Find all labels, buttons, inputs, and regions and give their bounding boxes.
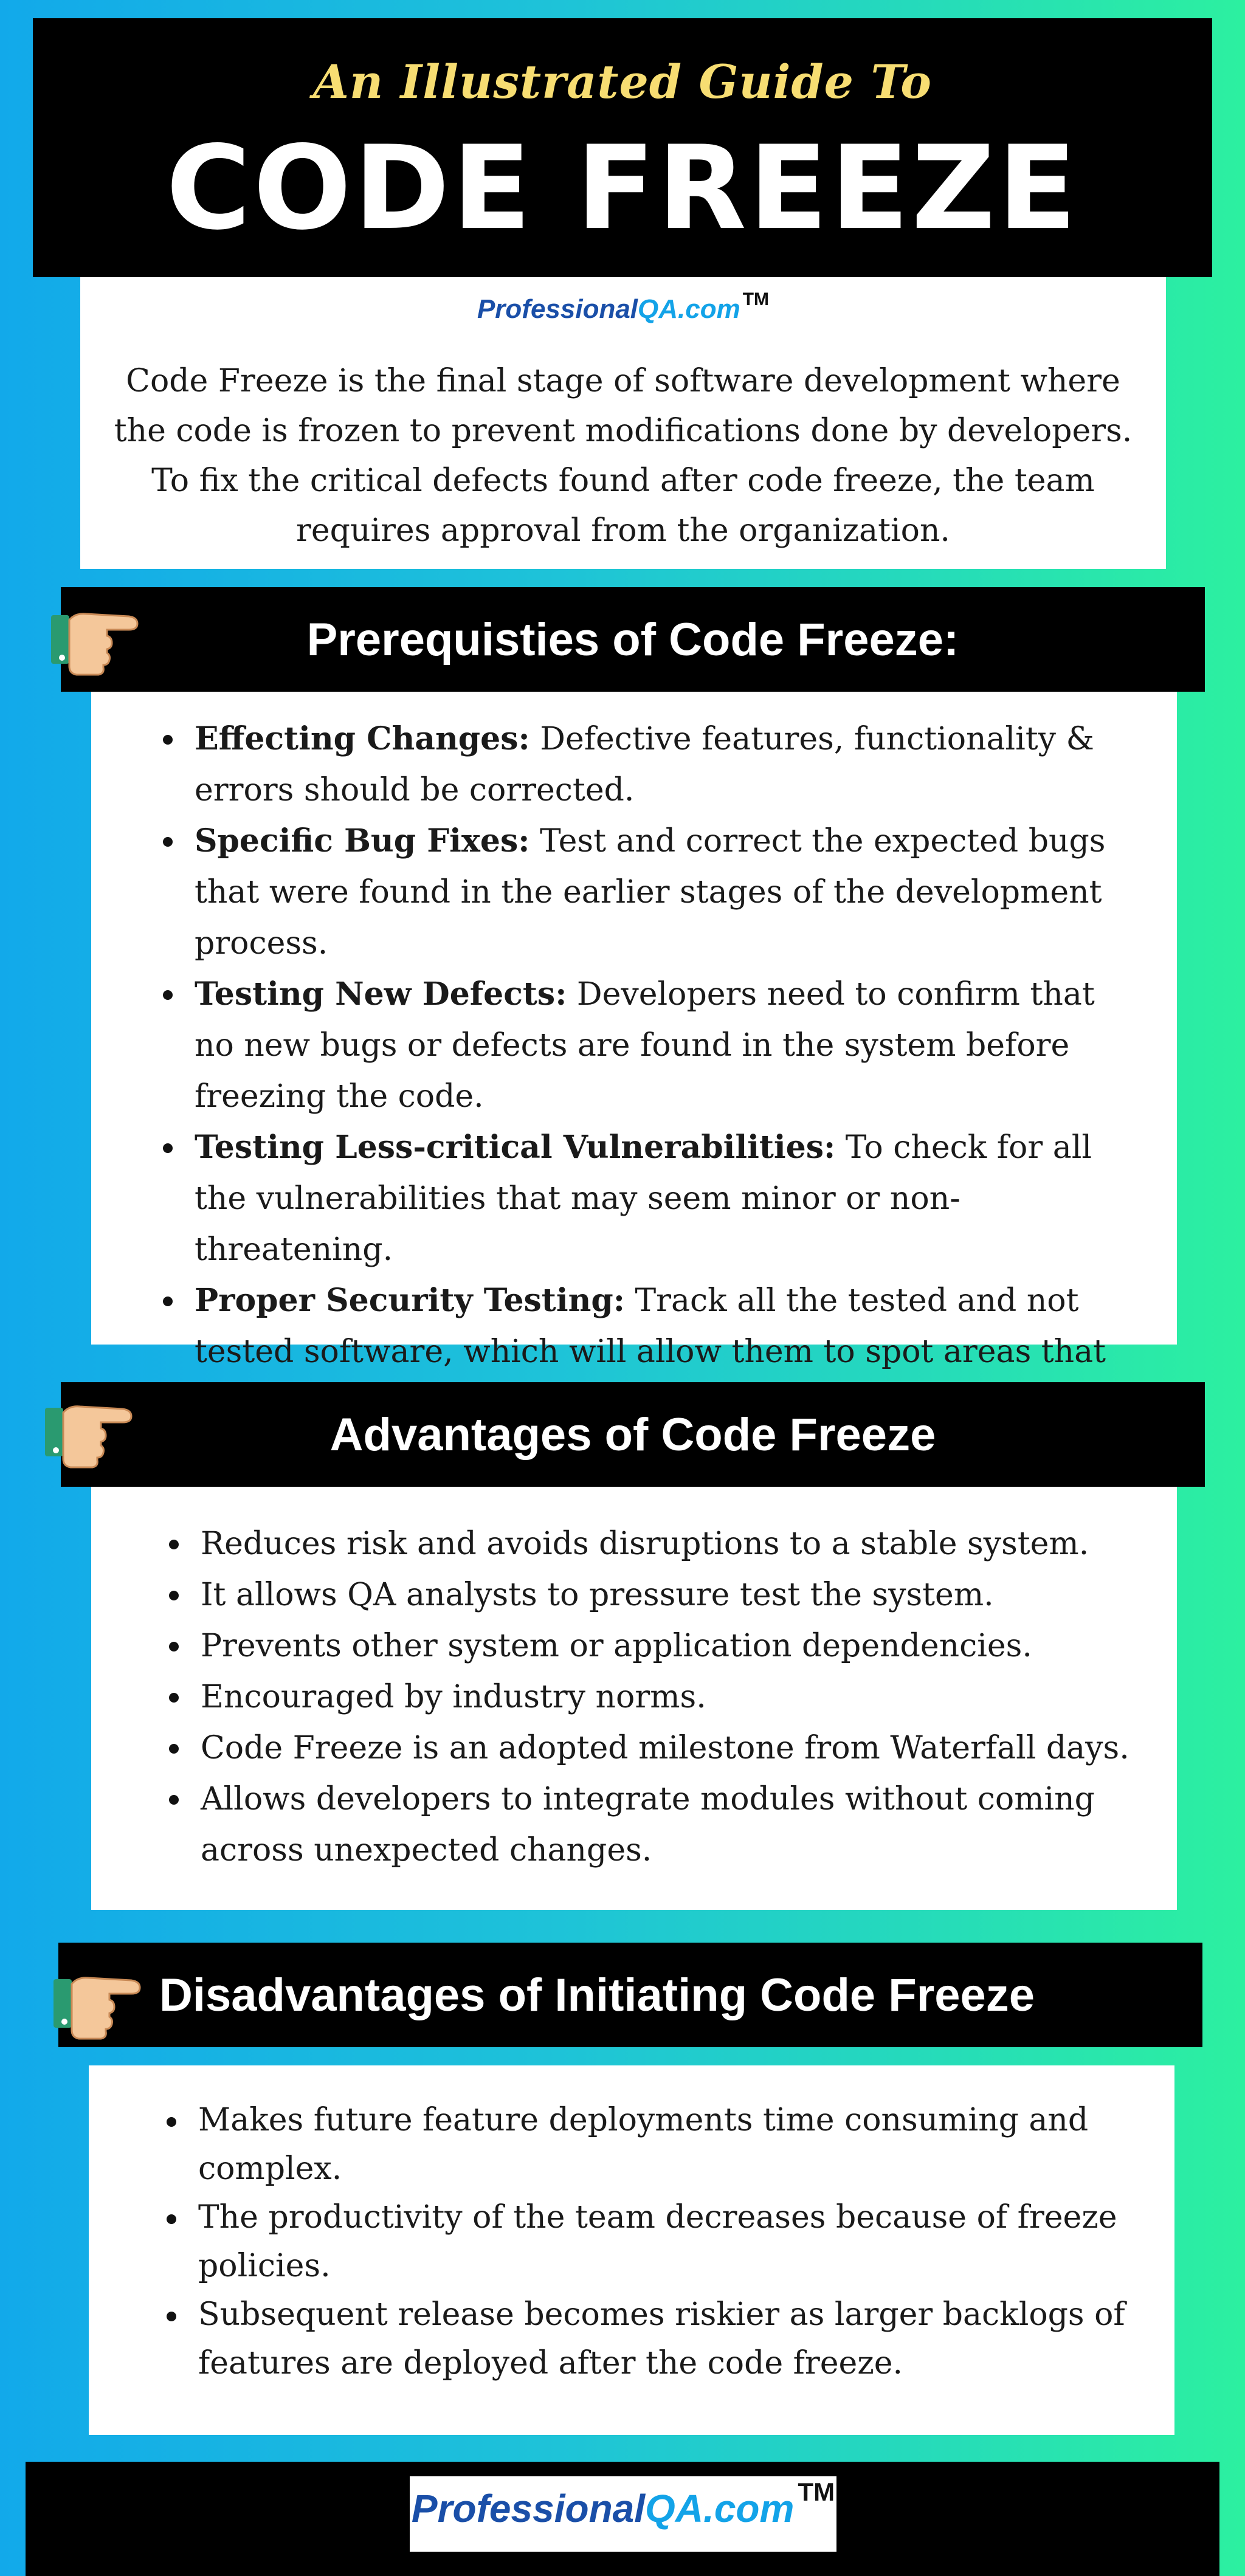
- advantages-list: [158, 1518, 1140, 1876]
- section-header-advantages: [61, 1382, 1205, 1487]
- brand-name-part2: QA.com: [638, 294, 740, 324]
- list-item: Specific Bug Fixes: Test and correct the expected bugs that were found in the earlier stages of the development process.: [152, 816, 1140, 969]
- brand-logo: [80, 289, 1166, 325]
- list-item: Effecting Changes: Defective features, functionality & errors should be corrected.: [152, 714, 1140, 816]
- list-item: The productivity of the team decreases because of freeze policies.: [156, 2193, 1126, 2290]
- page-subtitle: An Illustrated Guide To: [313, 55, 932, 109]
- section-title: Disadvantages of Initiating Code Freeze: [159, 1969, 1035, 2021]
- footer-logo-box: [410, 2476, 836, 2552]
- list-item: Testing New Defects: Developers need to confirm that no new bugs or defects are found in the system before freezing the code.: [152, 969, 1140, 1122]
- pointing-hand-icon: [43, 1392, 134, 1471]
- page-title: CODE FREEZE: [166, 121, 1079, 255]
- list-item: Testing Less-critical Vulnerabilities: To check for all the vulnerabilities that may seem minor or non-threatening.: [152, 1122, 1140, 1275]
- title-banner: [33, 18, 1212, 277]
- footer-banner: [26, 2462, 1219, 2576]
- disadvantages-list: [156, 2096, 1126, 2388]
- list-item: Subsequent release becomes riskier as larger backlogs of features are deployed after the code freeze.: [156, 2290, 1126, 2388]
- prerequisites-list: [152, 714, 1140, 1428]
- intro-panel: [80, 277, 1166, 569]
- pointing-hand-icon: [49, 599, 140, 678]
- list-item: Makes future feature deployments time consuming and complex.: [156, 2096, 1126, 2193]
- trademark-mark: TM: [742, 289, 770, 309]
- section-header-prerequisites: [61, 587, 1205, 692]
- trademark-mark: TM: [798, 2478, 835, 2506]
- brand-name-part1: Professional: [477, 294, 638, 324]
- brand-name-part1: Professional: [411, 2487, 646, 2530]
- section-header-disadvantages: [58, 1943, 1202, 2047]
- list-item: Proper Security Testing: Track all the tested and not tested software, which will allow them to spot areas that: [152, 1275, 1140, 1428]
- pointing-hand-icon: [51, 1963, 142, 2042]
- brand-name-part2: QA.com: [645, 2487, 795, 2530]
- intro-text: Code Freeze is the final stage of software development where the code is frozen to prevent modifications done by developers. To fix the critical defects found after code freeze, the team requires approval from the organization.: [114, 363, 1133, 549]
- advantages-panel: [91, 1487, 1177, 1910]
- list-item: Allows developers to integrate modules without coming across unexpected changes.: [158, 1774, 1140, 1876]
- list-item: Encouraged by industry norms.: [158, 1672, 1140, 1723]
- list-item: Reduces risk and avoids disruptions to a stable system.: [158, 1518, 1140, 1569]
- prerequisites-panel: [91, 692, 1177, 1370]
- section-title: Prerequisties of Code Freeze:: [306, 613, 959, 666]
- list-item: It allows QA analysts to pressure test the system.: [158, 1569, 1140, 1620]
- brand-logo: [410, 2478, 836, 2531]
- disadvantages-panel: [89, 2065, 1174, 2435]
- list-item: Prevents other system or application dependencies.: [158, 1620, 1140, 1672]
- list-item: Code Freeze is an adopted milestone from Waterfall days.: [158, 1723, 1140, 1774]
- section-title: Advantages of Code Freeze: [329, 1408, 936, 1461]
